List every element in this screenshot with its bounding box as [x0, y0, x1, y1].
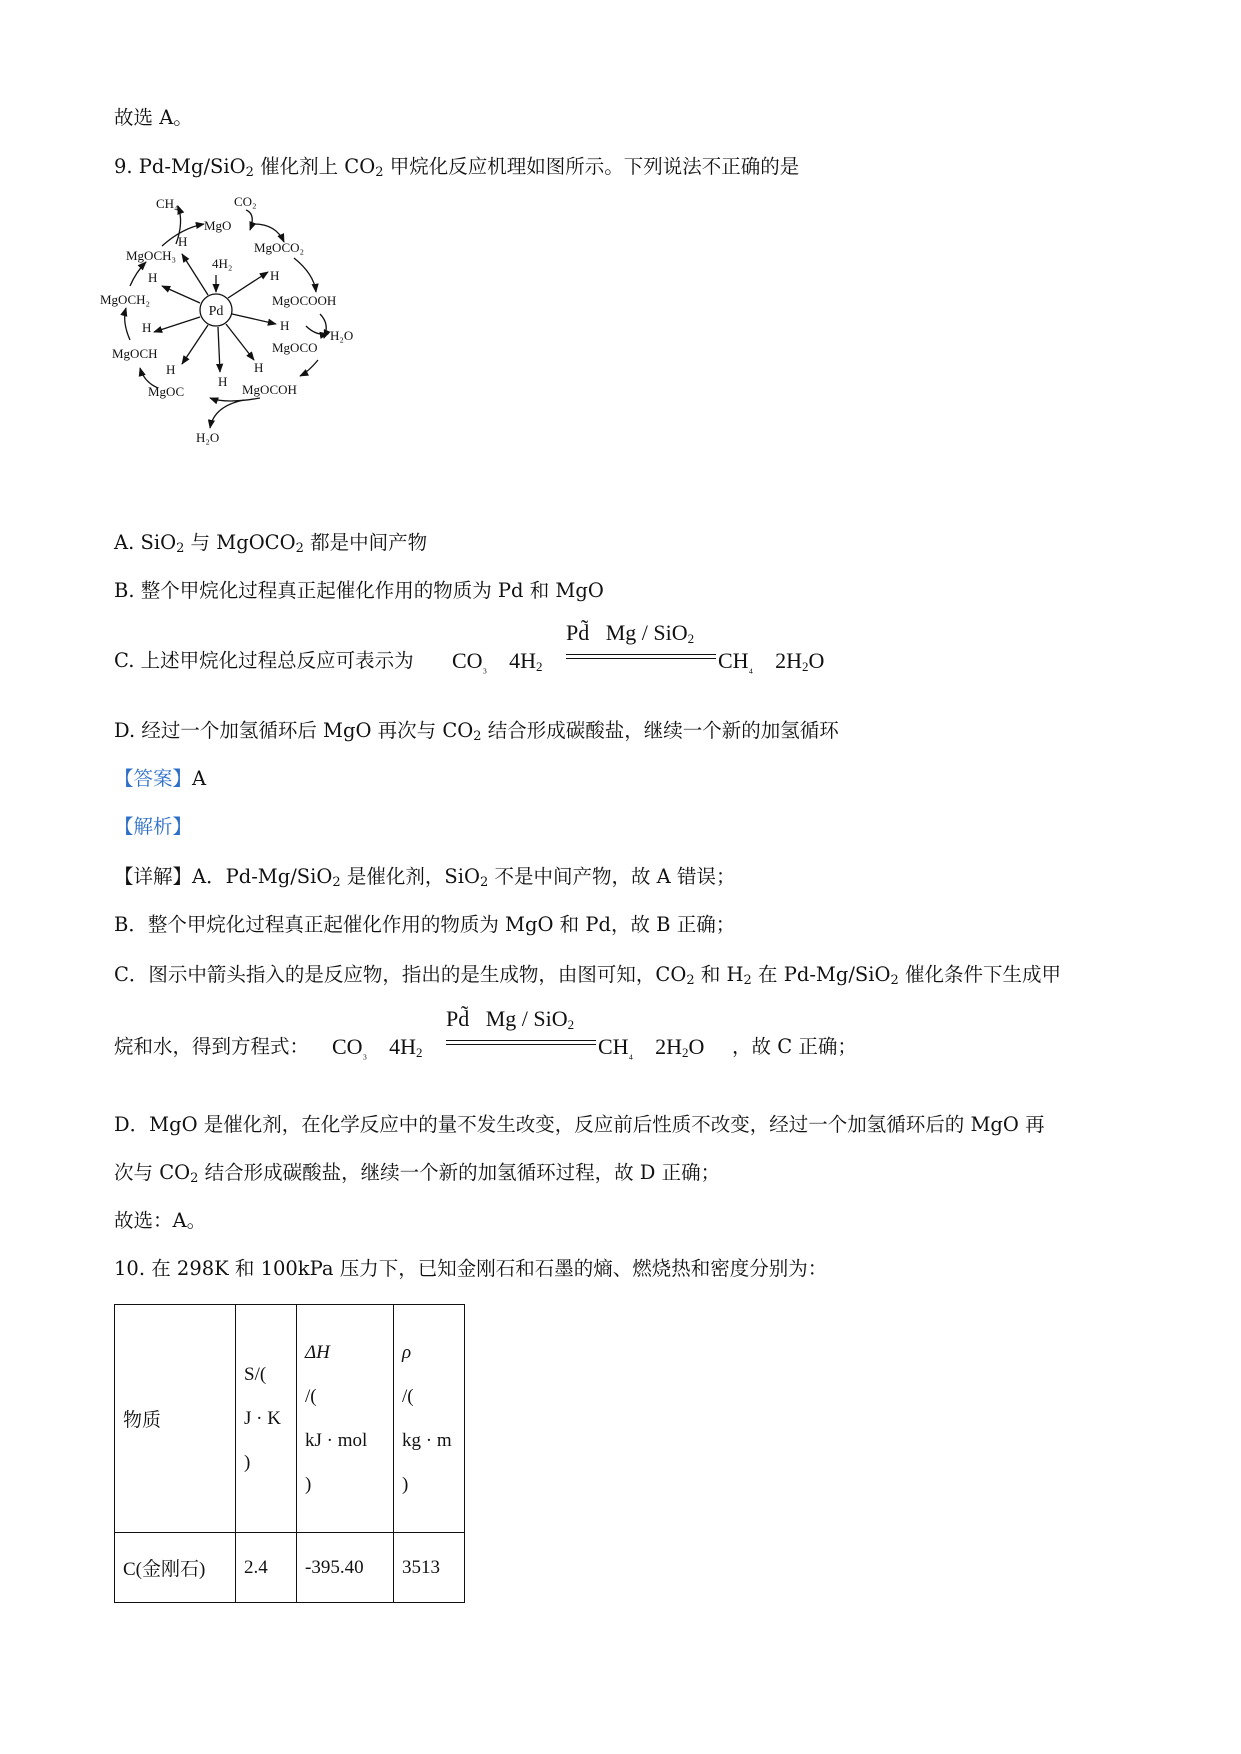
header-density [402, 1331, 456, 1507]
header-part: /( [402, 1385, 414, 1407]
h-label: H [218, 374, 228, 389]
answer-label: 【答案】 [114, 767, 193, 790]
co2-input-label: CO₂ [234, 194, 257, 209]
option-a-text: 都是中间产物 [310, 531, 428, 554]
analysis-label: 【解析】 [114, 815, 193, 838]
equation-bar [446, 1044, 596, 1045]
node-mgoc: MgOC [148, 384, 185, 399]
detail-c-text: 和 H [700, 963, 744, 986]
previous-conclusion-text: 故选 A。 [114, 106, 193, 129]
eq-h2: 4H [389, 1034, 416, 1059]
header-part: ) [402, 1473, 409, 1495]
cycle-arc [130, 262, 146, 286]
h-spoke [232, 314, 276, 324]
detail-c-text: ，故 C 正确； [732, 1035, 857, 1058]
option-c [114, 648, 414, 674]
node-mgocooh: MgOCOOH [272, 293, 337, 308]
header-entropy [244, 1353, 288, 1485]
header-part: /( [305, 1385, 317, 1407]
subscript: 2 [332, 875, 341, 890]
q9-conclusion-text: 故选：A。 [114, 1209, 207, 1232]
h-label: H [166, 362, 176, 377]
equation-bar [566, 654, 716, 655]
node-mgocoh: MgOCOH [242, 382, 297, 397]
table-cell: 2.4 [236, 1533, 297, 1603]
equation-detail-c [332, 1006, 762, 1066]
table-cell: 3513 [394, 1533, 465, 1603]
subscript: 2 [686, 973, 695, 988]
table-header-cell [394, 1305, 465, 1533]
q10-stem-text: 10. 在 298K 和 100kPa 压力下，已知金刚石和石墨的熵、燃烧热和密度分别为： [114, 1257, 828, 1280]
h-label: H [270, 268, 280, 283]
header-part: J · K [244, 1407, 281, 1429]
detail-a-text: 不是中间产物，故 A 错误； [494, 865, 736, 888]
eq-h2: 4H [509, 648, 536, 673]
header-part: ) [244, 1451, 251, 1473]
subscript: 2 [479, 875, 489, 890]
option-a-text: A. SiO [114, 531, 177, 554]
header-part: S/( [244, 1363, 267, 1385]
detail-d-1 [114, 1112, 1045, 1138]
option-b-text: B. 整个甲烷化过程真正起催化作用的物质为 Pd 和 MgO [114, 579, 604, 602]
option-a-text: 与 MgOCO [190, 531, 296, 554]
table-header-cell [236, 1305, 297, 1533]
header-substance: 物质 [123, 1410, 162, 1431]
table-header-cell [297, 1305, 394, 1533]
q9-stem [114, 154, 799, 180]
node-mgo: MgO [204, 218, 232, 233]
h2o-output-arrow-bottom [210, 400, 244, 428]
equation-lhs [332, 1034, 423, 1060]
h-spoke [154, 317, 200, 332]
subscript: 2 [567, 1017, 575, 1032]
equation-rhs [718, 648, 824, 674]
h-label: H [254, 360, 264, 375]
subscript: 2 [473, 729, 482, 744]
h2o-bottom-label: H₂O [196, 430, 220, 445]
subscript: 2 [743, 973, 752, 988]
h-spoke [228, 272, 268, 298]
subscript: 2 [295, 541, 304, 556]
option-d-text: 结合形成碳酸盐，继续一个新的加氢循环 [487, 719, 839, 742]
properties-table [114, 1304, 465, 1603]
equation-catalyst [446, 1006, 574, 1032]
subscript: ₄ [748, 659, 754, 674]
q10-stem [114, 1256, 827, 1282]
subscript: 2 [190, 1171, 199, 1186]
header-part: kg · m [402, 1429, 452, 1451]
subscript: ₃ [362, 1045, 368, 1060]
header-part: ρ [402, 1341, 412, 1363]
equation-bar [566, 658, 716, 659]
detail-d-text: 次与 CO [114, 1161, 191, 1184]
h2-input-label: 4H₂ [212, 256, 233, 271]
subscript: 2 [802, 659, 809, 674]
cycle-arc [125, 308, 130, 340]
equation-catalyst [566, 620, 694, 646]
eq-h2o-o: O [688, 1034, 705, 1059]
detail-c-text: C．图示中箭头指入的是反应物，指出的是生成物，由图可知，CO [114, 963, 687, 986]
ch4-output-label: CH₄ [156, 196, 179, 211]
header-enthalpy [305, 1331, 385, 1507]
table-cell: -395.40 [297, 1533, 394, 1603]
subscript: ₄ [628, 1045, 634, 1060]
q9-stem-part: 催化剂上 CO [260, 155, 376, 178]
node-mgoco2: MgOCO₂ [254, 240, 305, 255]
option-d-text: D. 经过一个加氢循环后 MgO 再次与 CO [114, 719, 474, 742]
header-part: ΔH [305, 1341, 330, 1363]
h-label: H [148, 270, 158, 285]
co2-input-arrow [246, 210, 252, 230]
h-spoke [218, 327, 220, 372]
table-cell: C(金刚石) [115, 1533, 236, 1603]
subscript: ₃ [482, 659, 488, 674]
eq-ch4: CH [718, 648, 749, 673]
cycle-arc [300, 360, 318, 376]
node-mgoch3: MgOCH₃ [126, 248, 177, 263]
header-part: kJ · mol [305, 1429, 368, 1451]
subscript: 2 [176, 541, 185, 556]
eq-h2o: 2H [655, 1034, 682, 1059]
option-d [114, 718, 839, 744]
equation-bar [446, 1040, 596, 1041]
cycle-arc [294, 258, 316, 292]
node-mgoch: MgOCH [112, 346, 158, 361]
subscript: 2 [890, 973, 899, 988]
detail-label: 【详解】 [114, 865, 193, 888]
h-label: H [142, 320, 152, 335]
h-spoke [162, 286, 200, 303]
h-label: H [280, 318, 290, 333]
eq-co2: CO [452, 648, 483, 673]
detail-a [114, 864, 735, 890]
answer-line [114, 766, 206, 792]
option-a [114, 530, 427, 556]
detail-b-text: B．整个甲烷化过程真正起催化作用的物质为 MgO 和 Pd，故 B 正确； [114, 913, 736, 936]
pd-center-label: Pd [208, 304, 224, 319]
table-header-row [115, 1305, 465, 1533]
header-part: ) [305, 1473, 312, 1495]
reaction-mechanism-diagram [100, 194, 408, 500]
h-spoke [226, 324, 254, 360]
detail-b [114, 912, 735, 938]
detail-d-text: 结合形成碳酸盐，继续一个新的加氢循环过程，故 D 正确； [204, 1161, 721, 1184]
option-c-text: C. 上述甲烷化过程总反应可表示为 [114, 649, 414, 672]
h2o-output-arrow-right [306, 326, 328, 334]
detail-c-equation-line [114, 1034, 309, 1060]
eq-co2: CO [332, 1034, 363, 1059]
detail-c-text: 催化条件下生成甲 [905, 963, 1062, 986]
table-row [115, 1533, 465, 1603]
detail-d-text: D．MgO 是催化剂，在化学反应中的量不发生改变，反应前后性质不改变，经过一个加氢循环后的 MgO 再 [114, 1113, 1045, 1136]
detail-a-text: A．Pd-Mg/SiO [192, 865, 333, 888]
equation-rhs [598, 1034, 704, 1060]
q9-conclusion [114, 1208, 206, 1234]
node-mgoco: MgOCO [272, 340, 318, 355]
q9-stem-part: 9. Pd-Mg/SiO [114, 155, 246, 178]
detail-d-2 [114, 1160, 720, 1186]
subscript: 2 [416, 1045, 423, 1060]
equation-option-c [452, 620, 872, 680]
eq-h2o: 2H [775, 648, 802, 673]
eq-h2o-o: O [808, 648, 825, 673]
subscript: 2 [375, 165, 384, 180]
h-spoke [182, 325, 208, 364]
table-header-cell [115, 1305, 236, 1533]
eq-ch4: CH [598, 1034, 629, 1059]
catalyst-mgsio: Mg / SiO [485, 1006, 568, 1031]
equation-lhs [452, 648, 543, 674]
option-b [114, 578, 604, 604]
subscript: 2 [687, 631, 695, 646]
previous-conclusion [114, 105, 193, 131]
h-spoke [182, 254, 208, 295]
detail-c-text: 在 Pd-Mg/SiO [758, 963, 891, 986]
h2o-right-label: H₂O [330, 328, 354, 343]
node-mgoch2: MgOCH₂ [100, 292, 151, 307]
catalyst-pd: Pd̃ [446, 1006, 470, 1031]
h-label: H [178, 234, 188, 249]
subscript: 2 [245, 165, 254, 180]
detail-a-text: 是催化剂，SiO [346, 865, 480, 888]
catalyst-mgsio: Mg / SiO [605, 620, 688, 645]
subscript: 2 [682, 1045, 689, 1060]
detail-c [114, 962, 1061, 988]
catalyst-pd: Pd̃ [566, 620, 590, 645]
analysis-line [114, 814, 192, 840]
subscript: 2 [536, 659, 543, 674]
q9-stem-part: 甲烷化反应机理如图所示。下列说法不正确的是 [389, 155, 800, 178]
answer-value: A [192, 767, 207, 790]
cycle-arc [210, 398, 260, 401]
detail-c-tail [732, 1034, 857, 1060]
detail-c-text: 烷和水，得到方程式： [114, 1035, 310, 1058]
